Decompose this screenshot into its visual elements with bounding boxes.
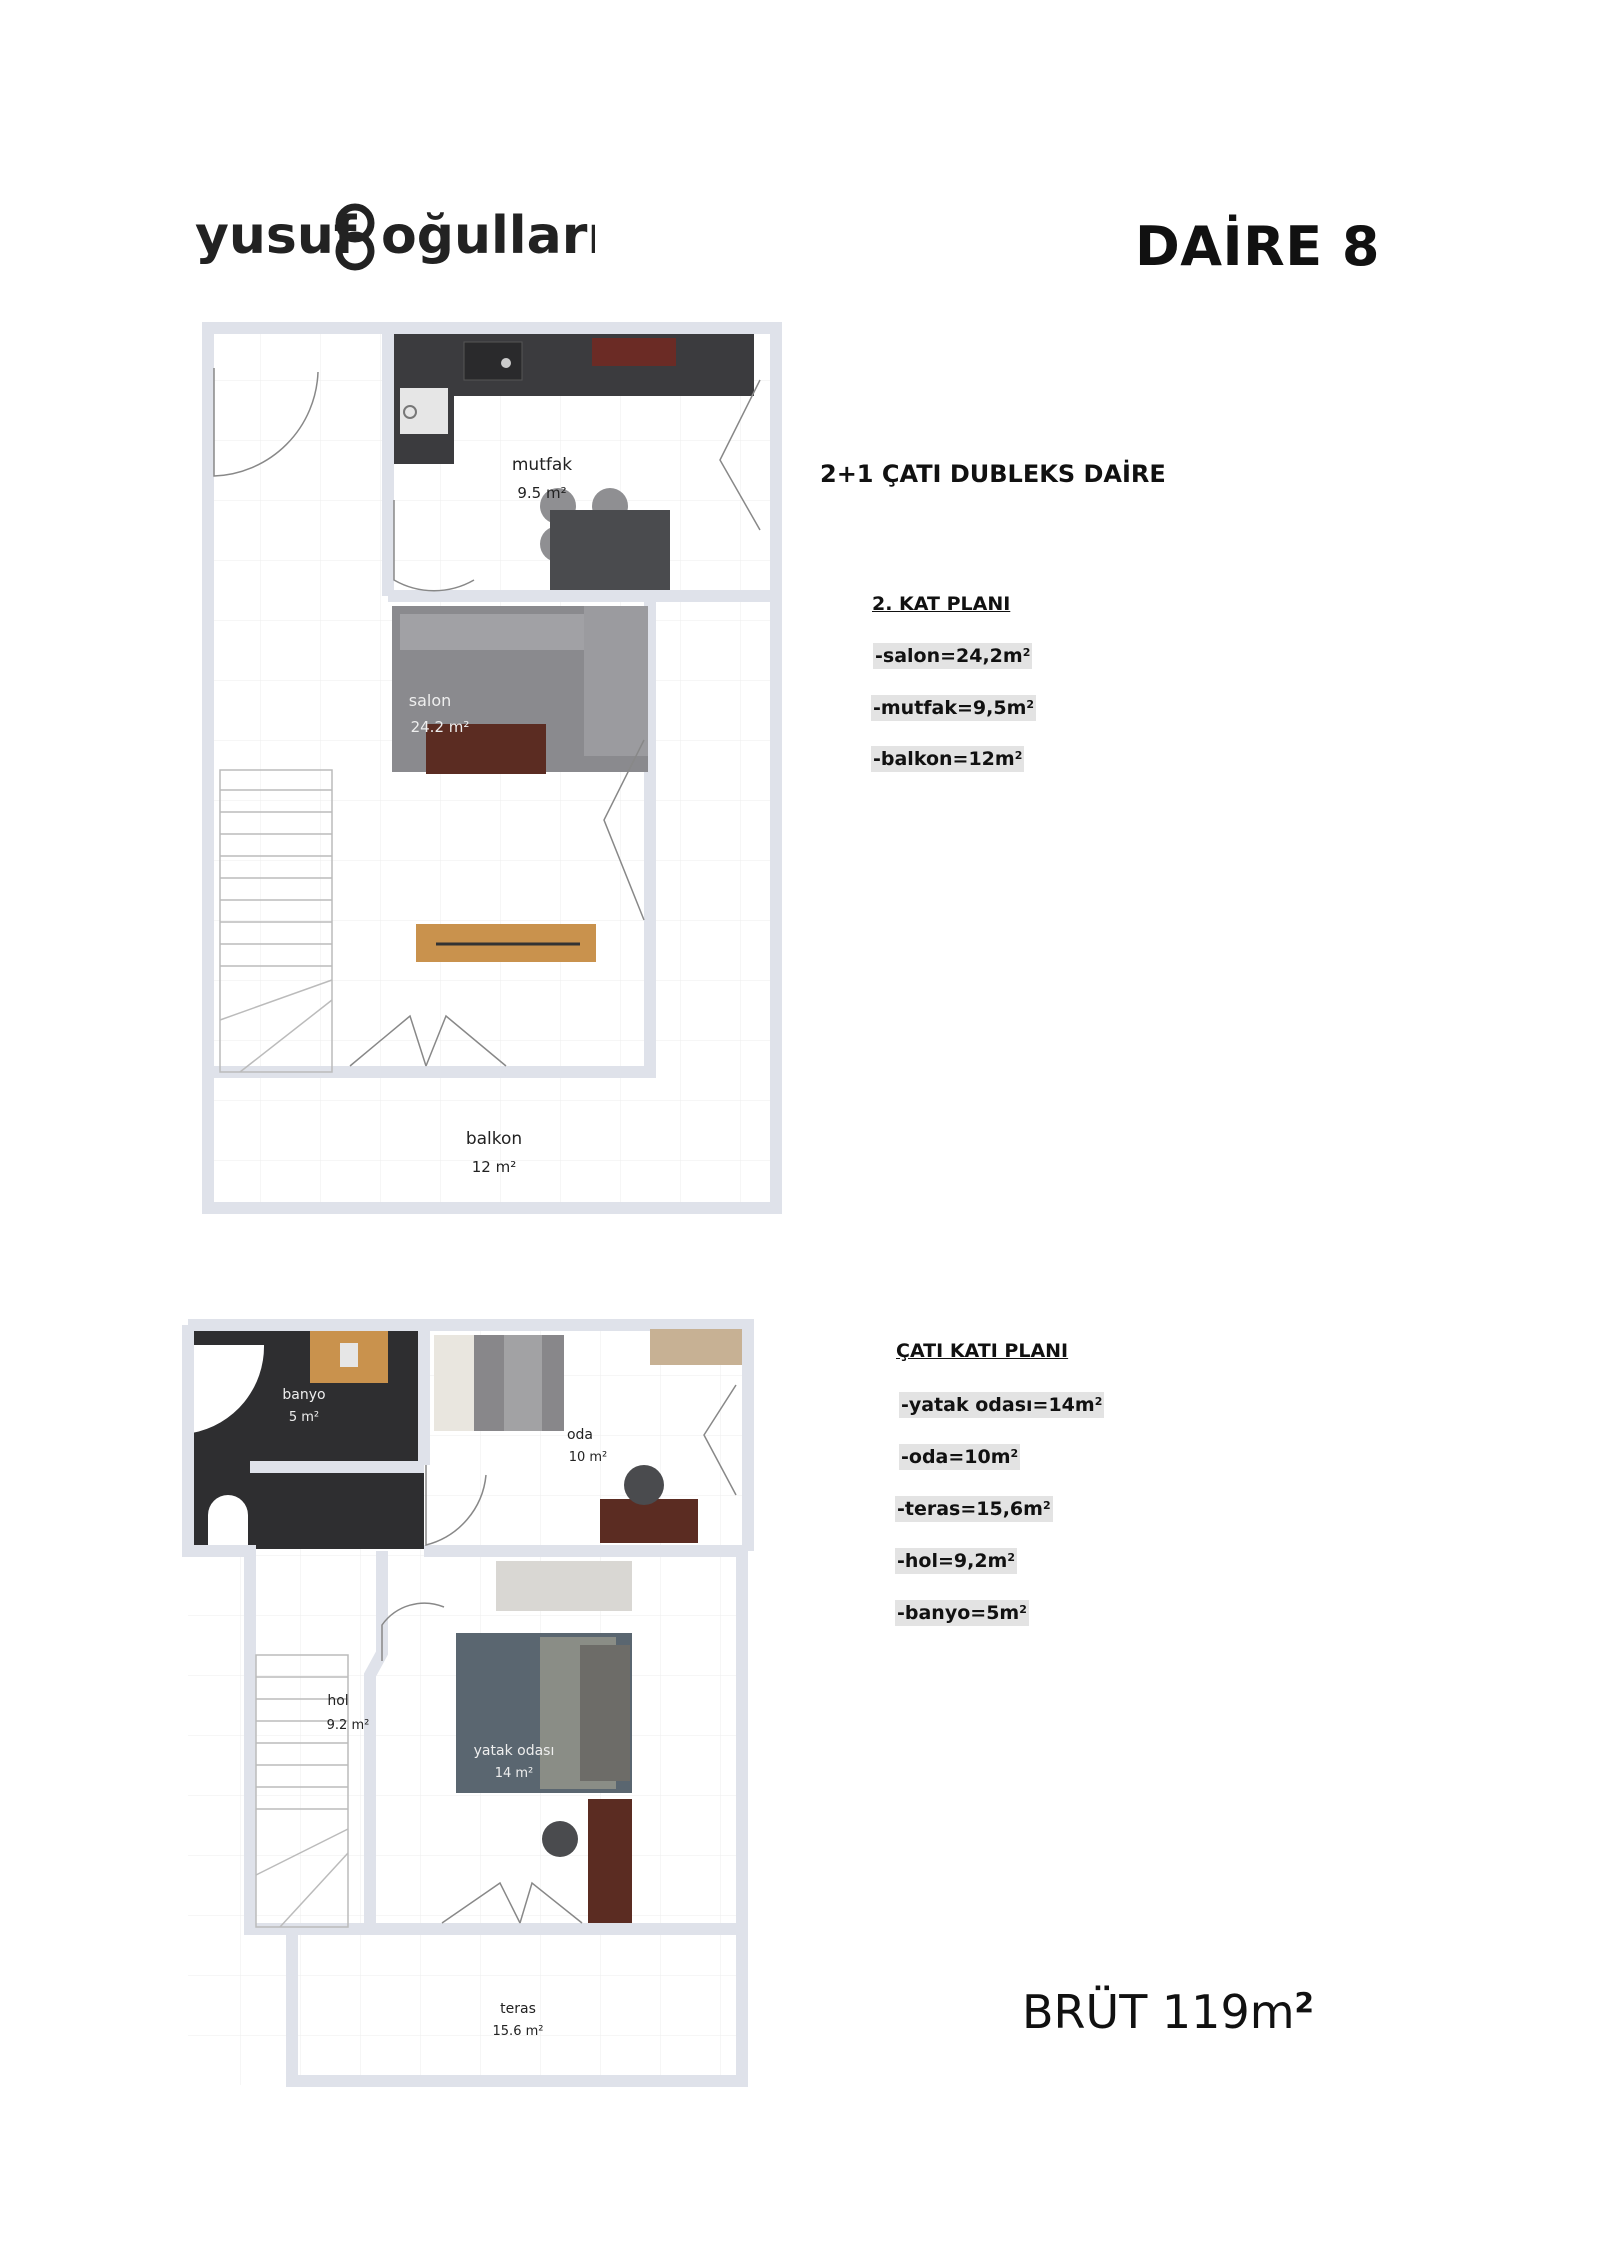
spec-oda: $-oda=10m^2$ — [901, 1446, 1019, 1468]
label-yatak: yatak odası — [473, 1743, 555, 1759]
label-mutfak: mutfak — [511, 455, 573, 475]
toilet — [208, 1495, 248, 1549]
label-yatak-area: 14 m² — [494, 1766, 534, 1781]
apartment-type: 2+1 ÇATI DUBLEKS DAİRE — [820, 460, 1166, 488]
wardrobe — [496, 1561, 632, 1611]
label-balkon-area: 12 m² — [471, 1158, 517, 1176]
washing-machine — [400, 388, 448, 434]
bedroom-chair — [542, 1821, 578, 1857]
oda-desk — [650, 1329, 742, 1365]
label-hol-area: 9.2 m² — [326, 1718, 370, 1733]
oda-chair — [624, 1465, 664, 1505]
page-title: DAİRE 8 — [1134, 215, 1380, 278]
label-teras-area: 15.6 m² — [492, 2024, 544, 2039]
spec-mutfak: $-mutfak=9,5m^2$ — [873, 697, 1035, 719]
label-oda: oda — [566, 1427, 594, 1443]
spec-teras: $-teras=15,6m^2$ — [897, 1498, 1051, 1520]
kitchen-sink — [464, 342, 522, 380]
oda-dresser — [600, 1499, 698, 1543]
label-banyo-area: 5 m² — [288, 1410, 320, 1425]
stove — [592, 338, 676, 366]
gross-area: BRÜT $119m^2$ — [1022, 1985, 1315, 2039]
roof-heading: ÇATI KATI PLANI — [896, 1340, 1069, 1362]
label-mutfak-area: 9.5 m² — [517, 484, 567, 502]
floor2-heading: 2. KAT PLANI — [872, 593, 1011, 615]
logo-text: yusuf — [195, 206, 357, 266]
label-balkon: balkon — [465, 1129, 523, 1149]
label-oda-area: 10 m² — [568, 1450, 608, 1465]
label-hol: hol — [327, 1693, 349, 1709]
label-salon-area: 24.2 m² — [410, 718, 470, 736]
nightstand — [588, 1799, 632, 1923]
spec-hol: $-hol=9,2m^2$ — [897, 1550, 1016, 1572]
floor2-plan — [200, 320, 790, 1220]
roof-plan — [180, 1315, 760, 2095]
spec-yatak-odasi: -yatak $odası=14m^2$ — [901, 1394, 1103, 1416]
label-banyo: banyo — [282, 1387, 326, 1403]
spec-salon: $-salon=24,2m^2$ — [875, 645, 1031, 667]
company-logo — [195, 195, 595, 275]
label-salon: salon — [408, 691, 452, 710]
dining-table — [550, 510, 670, 590]
spec-balkon: $-balkon=12m^2$ — [873, 748, 1023, 770]
logo-text-2: oğulları — [381, 206, 595, 266]
spec-banyo: $-banyo=5m^2$ — [897, 1602, 1027, 1624]
label-teras: teras — [500, 2001, 536, 2017]
